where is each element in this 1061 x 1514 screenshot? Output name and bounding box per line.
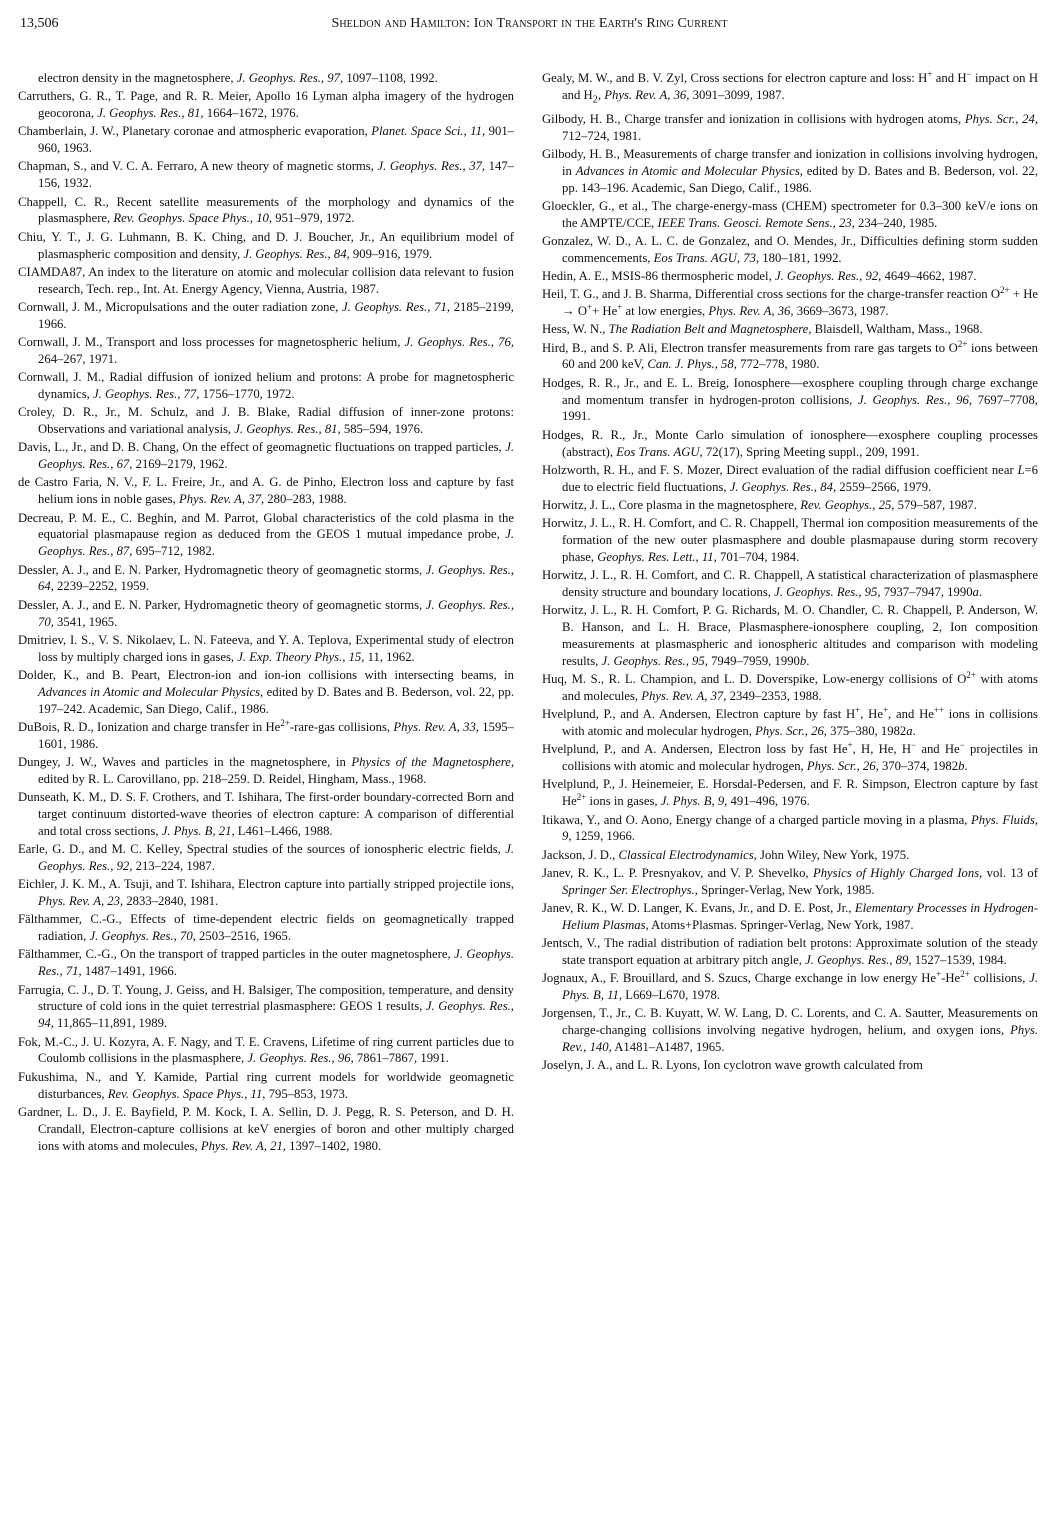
reference-entry: Horwitz, J. L., R. H. Comfort, and C. R. Chappell, A statistical characterization of plasmasphere density structure and boundary locations, J. Geophys. Res., 95, 7937–7947, 1990a. <box>542 568 1038 599</box>
running-title: Sheldon and Hamilton: Ion Transport in the Earth's Ring Current <box>331 16 728 31</box>
reference-entry: Davis, L., Jr., and D. B. Chang, On the effect of geomagnetic fluctuations on trapped particles, J. Geophys. Res., 67, 2169–2179, 1962. <box>18 440 514 472</box>
reference-entry: Gilbody, H. B., Charge transfer and ionization in collisions with hydrogen atoms, Phys. Scr., 24, 712–724, 1981. <box>542 111 1038 143</box>
reference-entry: Heil, T. G., and J. B. Sharma, Differential cross sections for the charge-transfer reaction $O^{2+} + He \to O^++ He^+$ at low energies, Phys. Rev. A, 36, 3669–3673, 1987. <box>542 285 1038 319</box>
reference-entry: Hodges, R. R., Jr., Monte Carlo simulation of ionosphere—exosphere coupling processes (abstract), Eos Trans. AGU, 72(17), Spring Meeting suppl., 209, 1991. <box>542 427 1038 459</box>
references-left-column <box>18 70 514 1156</box>
reference-entry: Hodges, R. R., Jr., and E. L. Breig, Ionosphere—exosphere coupling through charge exchange and momentum transfer in hydrogen-proton collisions, J. Geophys. Res., 96, 7697–7708, 1991. <box>542 375 1038 424</box>
reference-entry: Dolder, K., and B. Peart, Electron-ion and ion-ion collisions with intersecting beams, in Advances in Atomic and Molecular Physics, edited by D. Bates and B. Bederson, vol. 22, pp. 197–242. Academic, San Diego, Calif., 1986. <box>18 667 515 716</box>
reference-entry: Fukushima, N., and Y. Kamide, Partial ring current models for worldwide geomagnetic disturbances, Rev. Geophys. Space Phys., 11, 795–853, 1973. <box>18 1069 514 1101</box>
page-header <box>20 16 1039 36</box>
reference-entry: Janev, R. K., L. P. Presnyakov, and V. P. Shevelko, Physics of Highly Charged Ions, vol. 13 of Springer Ser. Electrophys., Springer-Verlag, New York, 1985. <box>542 865 1038 897</box>
reference-entry: Jorgensen, T., Jr., C. B. Kuyatt, W. W. Lang, D. C. Lorents, and C. A. Sautter, Measurements on charge-changing collisions involving negative hydrogen, helium, and oxygen ions, Phys. Rev., 140, A1481–A1487, 1965. <box>542 1006 1038 1055</box>
reference-entry: Chappell, C. R., Recent satellite measurements of the morphology and dynamics of the plasmasphere, Rev. Geophys. Space Phys., 10, 951–979, 1972. <box>18 194 514 226</box>
reference-entry: CIAMDA87, An index to the literature on atomic and molecular collision data relevant to fusion research, Tech. rep., Int. At. Energy Agency, Vienna, Austria, 1987. <box>18 264 514 296</box>
reference-entry: Gealy, M. W., and B. V. Zyl, Cross sections for electron capture and loss: H+ and H− impact on H and $H_2$, Phys. Rev. A, 36, 3091–3099, 1987. <box>542 69 1038 106</box>
reference-entry: Dunseath, K. M., D. S. F. Crothers, and T. Ishihara, The first-order boundary-corrected Born and target continuum distorted-wave theories of electron capture: A comparison of differential and total cross sections, J. Phys. B, 21, L461–L466, 1988. <box>18 790 514 838</box>
reference-entry: Chiu, Y. T., J. G. Luhmann, B. K. Ching, and D. J. Boucher, Jr., An equilibrium model of plasmaspheric composition and density, J. Geophys. Res., 84, 909–916, 1979. <box>18 229 514 261</box>
reference-entry: Carruthers, G. R., T. Page, and R. R. Meier, Apollo 16 Lyman alpha imagery of the hydrogen geocorona, J. Geophys. Res., 81, 1664–1672, 1976. <box>18 89 514 121</box>
reference-entry: Eichler, J. K. M., A. Tsuji, and T. Ishihara, Electron capture into partially stripped projectile ions, Phys. Rev. A, 23, 2833–2840, 1981. <box>18 877 514 909</box>
reference-entry: Huq, M. S., R. L. Champion, and L. D. Doverspike, Low-energy collisions of $O^{2+}$ with atoms and molecules, Phys. Rev. A, 37, 2349–2353, 1988. <box>542 670 1038 703</box>
reference-entry: Cornwall, J. M., Micropulsations and the outer radiation zone, J. Geophys. Res., 71, 2185–2199, 1966. <box>18 299 514 331</box>
reference-entry: Jognaux, A., F. Brouillard, and S. Szucs, Charge exchange in low energy $He^+-He^{2+}$ collisions, J. Phys. B, 11, L669–L670, 1978. <box>542 969 1038 1003</box>
reference-entry: Horwitz, J. L., R. H. Comfort, and C. R. Chappell, Thermal ion composition measurements of the formation of the new outer plasmasphere and double plasmapause during storm recovery phase, Geophys. Res. Lett., 11, 701–704, 1984. <box>542 516 1038 564</box>
reference-entry: Gonzalez, W. D., A. L. C. de Gonzalez, and O. Mendes, Jr., Difficulties defining storm sudden commencements, Eos Trans. AGU, 73, 180–181, 1992. <box>542 233 1038 265</box>
reference-entry: Hvelplund, P., J. Heinemeier, E. Horsdal-Pedersen, and F. R. Simpson, Electron capture by fast $He^{2+}$ ions in gases, J. Phys. B, 9, 491–496, 1976. <box>542 777 1038 809</box>
reference-entry: Joselyn, J. A., and L. R. Lyons, Ion cyclotron wave growth calculated from <box>542 1058 923 1073</box>
reference-entry: Gilbody, H. B., Measurements of charge transfer and ionization in collisions involving hydrogen, in Advances in Atomic and Molecular Physics, edited by D. Bates and B. Bederson, vol. 22, pp. 143–196. Academic, San Diego, Calif., 1986. <box>542 146 1039 195</box>
reference-entry: Chamberlain, J. W., Planetary coronae and atmospheric evaporation, Planet. Space Sci., 11, 901–960, 1963. <box>18 124 515 156</box>
reference-entry: Cornwall, J. M., Radial diffusion of ionized helium and protons: A probe for magnetospheric dynamics, J. Geophys. Res., 77, 1756–1770, 1972. <box>18 370 514 401</box>
reference-entry: de Castro Faria, N. V., F. L. Freire, Jr., and A. G. de Pinho, Electron loss and capture by fast helium ions in noble gases, Phys. Rev. A, 37, 280–283, 1988. <box>18 475 514 507</box>
reference-entry: Hvelplund, P., and A. Andersen, Electron capture by fast H+, He+, and He++ ions in collisions with atomic and molecular hydrogen, Phys. Scr., 26, 375–380, 1982a. <box>542 705 1038 739</box>
reference-entry: Chapman, S., and V. C. A. Ferraro, A new theory of magnetic storms, J. Geophys. Res., 37, 147–156, 1932. <box>18 159 514 191</box>
reference-entry: Hird, B., and S. P. Ali, Electron transfer measurements from rare gas targets to $O^{2+}$ ions between 60 and 200 keV, Can. J. Phys., 58, 772–778, 1980. <box>542 338 1038 372</box>
reference-entry: Hedin, A. E., MSIS-86 thermospheric model, J. Geophys. Res., 92, 4649–4662, 1987. <box>542 268 977 283</box>
reference-entry: Decreau, P. M. E., C. Beghin, and M. Parrot, Global characteristics of the cold plasma in the equatorial plasmapause region as deduced from the GEOS 1 mutual impedance probe, J. Geophys. Res., 87, 695–712, 1982. <box>18 510 514 559</box>
reference-entry: Jentsch, V., The radial distribution of radiation belt protons: Approximate solution of the steady state transport equation at arbitrary pitch angle, J. Geophys. Res., 89, 1527–1539, 1984. <box>542 936 1038 967</box>
reference-entry: Hess, W. N., The Radiation Belt and Magnetosphere, Blaisdell, Waltham, Mass., 1968. <box>542 322 983 337</box>
reference-entry: Fok, M.-C., J. U. Kozyra, A. F. Nagy, and T. E. Cravens, Lifetime of ring current particles due to Coulomb collisions in the plasmasphere, J. Geophys. Res., 96, 7861–7867, 1991. <box>18 1034 514 1066</box>
reference-entry: Gloeckler, G., et al., The charge-energy-mass (CHEM) spectrometer for 0.3–300 keV/e ions on the AMPTE/CCE, IEEE Trans. Geosci. Remote Sens., 23, 234–240, 1985. <box>542 198 1038 230</box>
reference-entry: Itikawa, Y., and O. Aono, Energy change of a charged particle moving in a plasma, Phys. Fluids, 9, 1259, 1966. <box>542 812 1038 844</box>
reference-entry: DuBois, R. D., Ionization and charge transfer in $He^{2+}-rare$-gas collisions, Phys. Rev. A, 33, 1595–1601, 1986. <box>18 717 514 751</box>
reference-entry: Farrugia, C. J., D. T. Young, J. Geiss, and H. Balsiger, The composition, temperature, and density structure of cold ions in the quiet terrestrial plasmasphere: GEOS 1 results, J. Geophys. Res., 94, 11,865–11,891, 1989. <box>18 982 514 1031</box>
reference-entry: Croley, D. R., Jr., M. Schulz, and J. B. Blake, Radial diffusion of inner-zone protons: Observations and variational analysis, J. Geophys. Res., 81, 585–594, 1976. <box>18 405 514 437</box>
reference-entry: Hvelplund, P., and A. Andersen, Electron loss by fast He+, H, He, H− and He− projectiles in collisions with atomic and molecular hydrogen, Phys. Scr., 26, 370–374, 1982b. <box>542 740 1038 774</box>
reference-entry: Dmitriev, I. S., V. S. Nikolaev, L. N. Fateeva, and Y. A. Teplova, Experimental study of electron loss by multiply charged ions in gases, J. Exp. Theory Phys., 15, 11, 1962. <box>18 632 514 664</box>
reference-entry: Gardner, L. D., J. E. Bayfield, P. M. Kock, I. A. Sellin, D. J. Pegg, R. S. Peterson, and D. H. Crandall, Electron-capture collisions at keV energies of boron and other multiply charged ions with atoms and molecules, Phys. Rev. A, 21, 1397–1402, 1980. <box>18 1104 514 1153</box>
reference-entry: Horwitz, J. L., Core plasma in the magnetosphere, Rev. Geophys., 25, 579–587, 1987. <box>542 497 977 512</box>
reference-entry: Horwitz, J. L., R. H. Comfort, P. G. Richards, M. O. Chandler, C. R. Chappell, P. Anderson, W. B. Hanson, and L. H. Brace, Plasmasphere-ionosphere coupling, 2, Ion composition measurements at plasmaspheric and ionospheric altitudes and comparison with modeling results, J. Geophys. Res., 95, 7949–7959, 1990b. <box>542 603 1038 668</box>
reference-entry: Holzworth, R. H., and F. S. Mozer, Direct evaluation of the radial diffusion coefficient near L=6 due to electric field fluctuations, J. Geophys. Res., 84, 2559–2566, 1979. <box>542 462 1038 494</box>
page-number: 13,506 <box>20 16 59 31</box>
reference-entry: Fälthammer, C.-G., Effects of time-dependent electric fields on geomagnetically trapped radiation, J. Geophys. Res., 70, 2503–2516, 1965. <box>18 912 514 944</box>
reference-entry: Dessler, A. J., and E. N. Parker, Hydromagnetic theory of geomagnetic storms, J. Geophys. Res., 70, 3541, 1965. <box>18 597 514 629</box>
reference-entry: electron density in the magnetosphere, J. Geophys. Res., 97, 1097–1108, 1992. <box>38 71 438 85</box>
reference-entry: Fälthammer, C.-G., On the transport of trapped particles in the outer magnetosphere, J. Geophys. Res., 71, 1487–1491, 1966. <box>18 947 514 979</box>
references-right-column <box>542 70 1038 1076</box>
reference-entry: Dungey, J. W., Waves and particles in the magnetosphere, in Physics of the Magnetosphere, edited by R. L. Carovillano, pp. 218–259. D. Reidel, Hingham, Mass., 1968. <box>18 754 514 786</box>
reference-entry: Jackson, J. D., Classical Electrodynamics, John Wiley, New York, 1975. <box>542 847 910 862</box>
reference-entry: Earle, G. D., and M. C. Kelley, Spectral studies of the sources of ionospheric electric fields, J. Geophys. Res., 92, 213–224, 1987. <box>18 842 514 874</box>
reference-entry: Janev, R. K., W. D. Langer, K. Evans, Jr., and D. E. Post, Jr., Elementary Processes in Hydrogen-Helium Plasmas, Atoms+Plasmas. Springer-Verlag, New York, 1987. <box>542 900 1038 932</box>
reference-entry: Dessler, A. J., and E. N. Parker, Hydromagnetic theory of geomagnetic storms, J. Geophys. Res., 64, 2239–2252, 1959. <box>18 562 514 594</box>
reference-entry: Cornwall, J. M., Transport and loss processes for magnetospheric helium, J. Geophys. Res., 76, 264–267, 1971. <box>18 334 514 366</box>
